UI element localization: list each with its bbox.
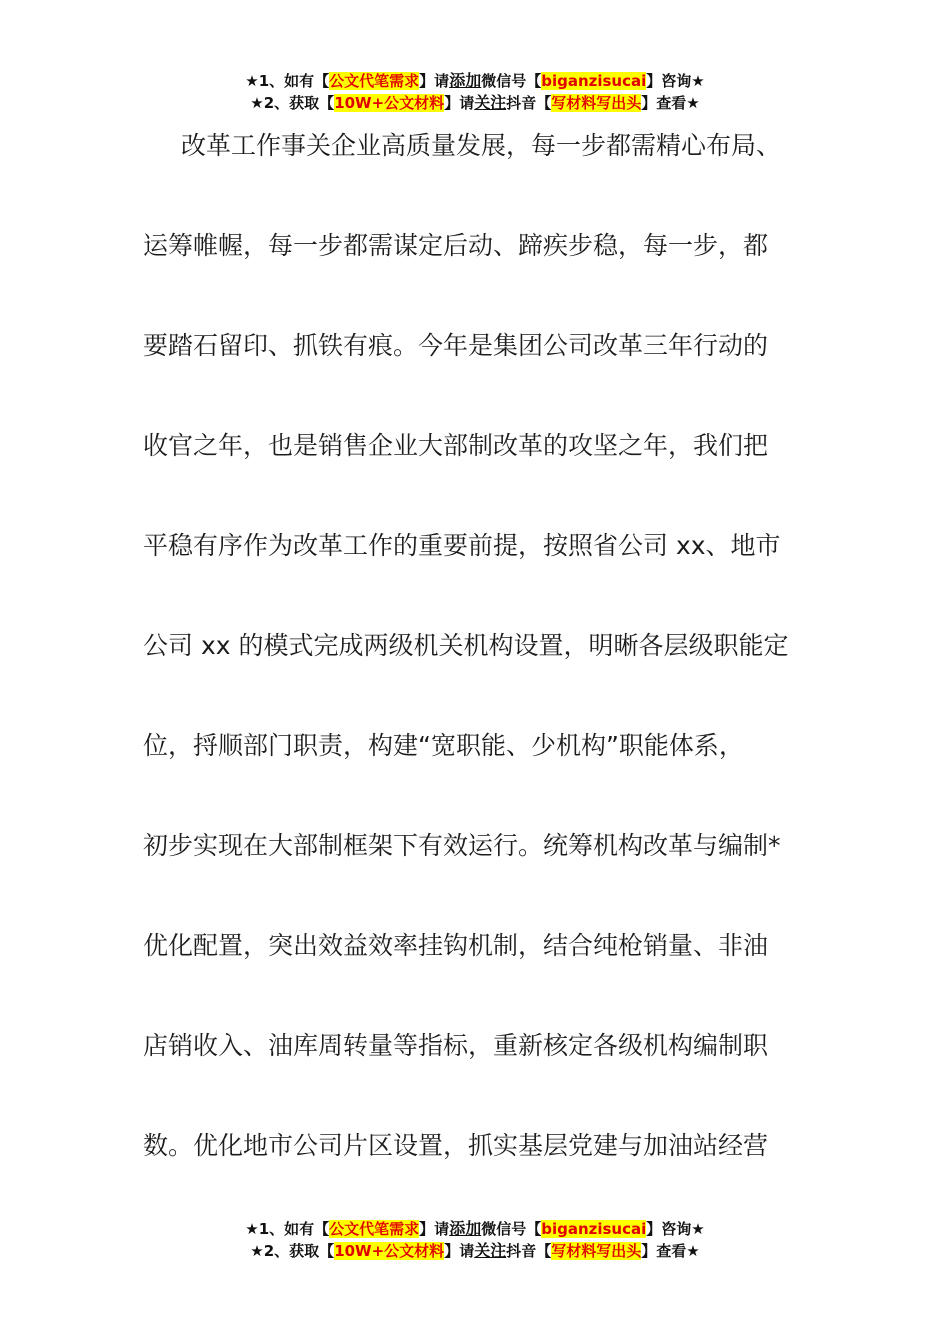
banner-text: ★1、如有【 <box>245 72 330 90</box>
body-line: 数。优化地市公司片区设置，抓实基层党建与加油站经营 <box>143 1131 769 1160</box>
banner-text: 】请 <box>419 1220 450 1238</box>
banner-text: 抖音【 <box>506 1242 552 1260</box>
banner-text: ★2、获取【 <box>250 1242 335 1260</box>
banner-highlight: biganzisucai <box>541 72 647 90</box>
header-banner <box>0 70 950 114</box>
banner-highlight: 10W+公文材料 <box>334 94 445 112</box>
body-line: 改革工作事关企业高质量发展，每一步都需精心布局、 <box>181 131 782 160</box>
banner-text: ★1、如有【 <box>245 1220 330 1238</box>
banner-text: 】请 <box>444 94 475 112</box>
banner-text: 】查看★ <box>641 94 700 112</box>
banner-text: 微信号【 <box>481 72 542 90</box>
document-body <box>143 122 823 1222</box>
banner-text: 微信号【 <box>481 1220 542 1238</box>
banner-text: 】咨询★ <box>646 1220 705 1238</box>
banner-highlight: 写材料写出头 <box>551 1242 642 1260</box>
body-line: 收官之年，也是销售企业大部制改革的攻坚之年，我们把 <box>143 431 769 460</box>
banner-underlined: 关注 <box>474 93 507 112</box>
body-line: 店销收入、油库周转量等指标，重新核定各级机构编制职 <box>143 1031 769 1060</box>
banner-text: 】查看★ <box>641 1242 700 1260</box>
body-line: 要踏石留印、抓铁有痕。今年是集团公司改革三年行动的 <box>143 331 769 360</box>
banner-text: 抖音【 <box>506 94 552 112</box>
banner-line-1 <box>0 70 950 92</box>
body-line: 优化配置，突出效益效率挂钩机制，结合纯枪销量、非油 <box>143 931 769 960</box>
body-line: 运筹帷幄，每一步都需谋定后动、蹄疾步稳，每一步，都 <box>143 231 769 260</box>
banner-underlined: 关注 <box>474 1241 507 1260</box>
banner-line-2 <box>0 92 950 114</box>
banner-underlined: 添加 <box>449 1219 482 1238</box>
banner-text: 】请 <box>419 72 450 90</box>
banner-highlight: 公文代笔需求 <box>329 72 420 90</box>
body-line: 平稳有序作为改革工作的重要前提，按照省公司 xx、地市 <box>143 531 781 560</box>
body-line: 位，捋顺部门职责，构建“宽职能、少机构”职能体系， <box>143 731 744 760</box>
footer-banner <box>0 1218 950 1262</box>
banner-underlined: 添加 <box>449 71 482 90</box>
banner-highlight: 公文代笔需求 <box>329 1220 420 1238</box>
banner-highlight: 10W+公文材料 <box>334 1242 445 1260</box>
body-line: 初步实现在大部制框架下有效运行。统筹机构改革与编制* <box>143 831 781 860</box>
banner-text: 】请 <box>444 1242 475 1260</box>
body-line: 公司 xx 的模式完成两级机关机构设置，明晰各层级职能定 <box>143 631 789 660</box>
banner-line-2 <box>0 1240 950 1262</box>
banner-text: ★2、获取【 <box>250 94 335 112</box>
banner-text: 】咨询★ <box>646 72 705 90</box>
banner-highlight: biganzisucai <box>541 1220 647 1238</box>
banner-highlight: 写材料写出头 <box>551 94 642 112</box>
banner-line-1 <box>0 1218 950 1240</box>
